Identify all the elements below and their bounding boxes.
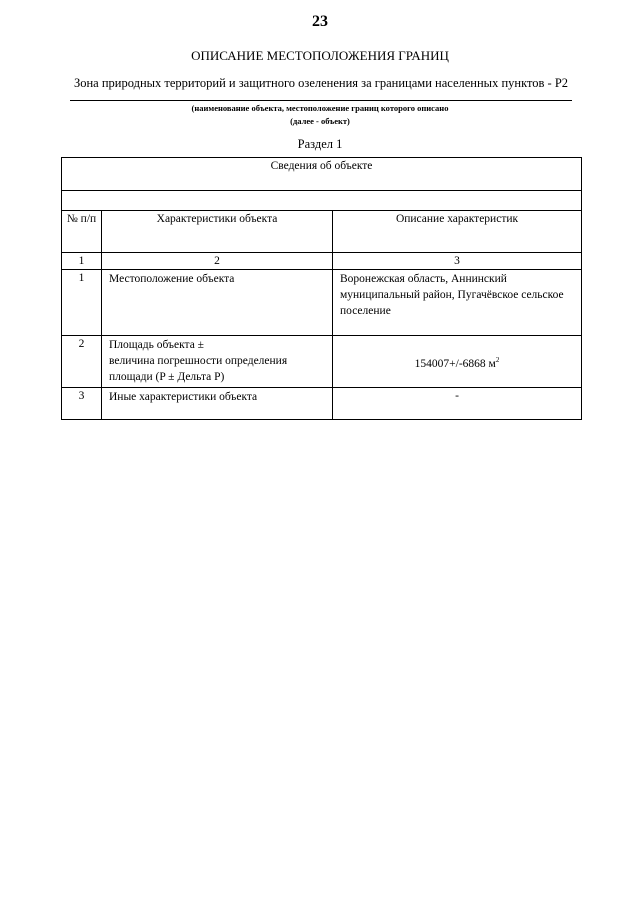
table-title: Сведения об объекте	[62, 158, 582, 191]
row-2-characteristic	[102, 336, 333, 388]
row-2-characteristic-line-3: площади (P ± Дельта P)	[109, 371, 225, 383]
section-title: Раздел 1	[297, 137, 343, 151]
table-title-row	[62, 158, 582, 191]
row-2-description	[333, 336, 582, 388]
document-title: ОПИСАНИЕ МЕСТОПОЛОЖЕНИЯ ГРАНИЦ	[191, 48, 449, 63]
row-3-description: -	[333, 388, 582, 420]
column-index-3: 3	[333, 253, 582, 270]
table-empty-cell	[62, 191, 582, 211]
row-2-characteristic-line-2: величина погрешности определения	[109, 355, 288, 367]
header-description: Описание характеристик	[333, 211, 582, 253]
row-2-characteristic-line-1: Площадь объекта ±	[109, 339, 204, 351]
row-3-characteristic: Иные характеристики объекта	[102, 388, 333, 420]
table-row	[62, 388, 582, 420]
row-2-area-unit-superscript: 2	[495, 355, 500, 364]
object-info-table	[61, 157, 582, 420]
caption-line-2: (далее - объект)	[290, 116, 350, 126]
column-index-row	[62, 253, 582, 270]
row-1-characteristic: Местоположение объекта	[102, 270, 333, 336]
caption-line-1: (наименование объекта, местоположение границ которого описано	[191, 103, 449, 113]
column-index-2: 2	[102, 253, 333, 270]
row-1-num: 1	[62, 270, 102, 336]
row-2-num: 2	[62, 336, 102, 388]
column-index-1: 1	[62, 253, 102, 270]
row-2-area-value: 154007+/-6868 м	[414, 357, 496, 370]
row-3-num: 3	[62, 388, 102, 420]
table-empty-row	[62, 191, 582, 211]
table-header-row	[62, 211, 582, 253]
page-number: 23	[312, 13, 328, 30]
object-name: Зона природных территорий и защитного озеленения за границами населенных пунктов - Р2	[73, 76, 569, 90]
header-characteristics: Характеристики объекта	[102, 211, 333, 253]
row-1-description: Воронежская область, Аннинский муниципальный район, Пугачёвское сельское поселение	[333, 270, 582, 336]
header-num: № п/п	[62, 211, 102, 253]
table-row	[62, 336, 582, 388]
table-row	[62, 270, 582, 336]
underline-rule	[70, 100, 572, 101]
